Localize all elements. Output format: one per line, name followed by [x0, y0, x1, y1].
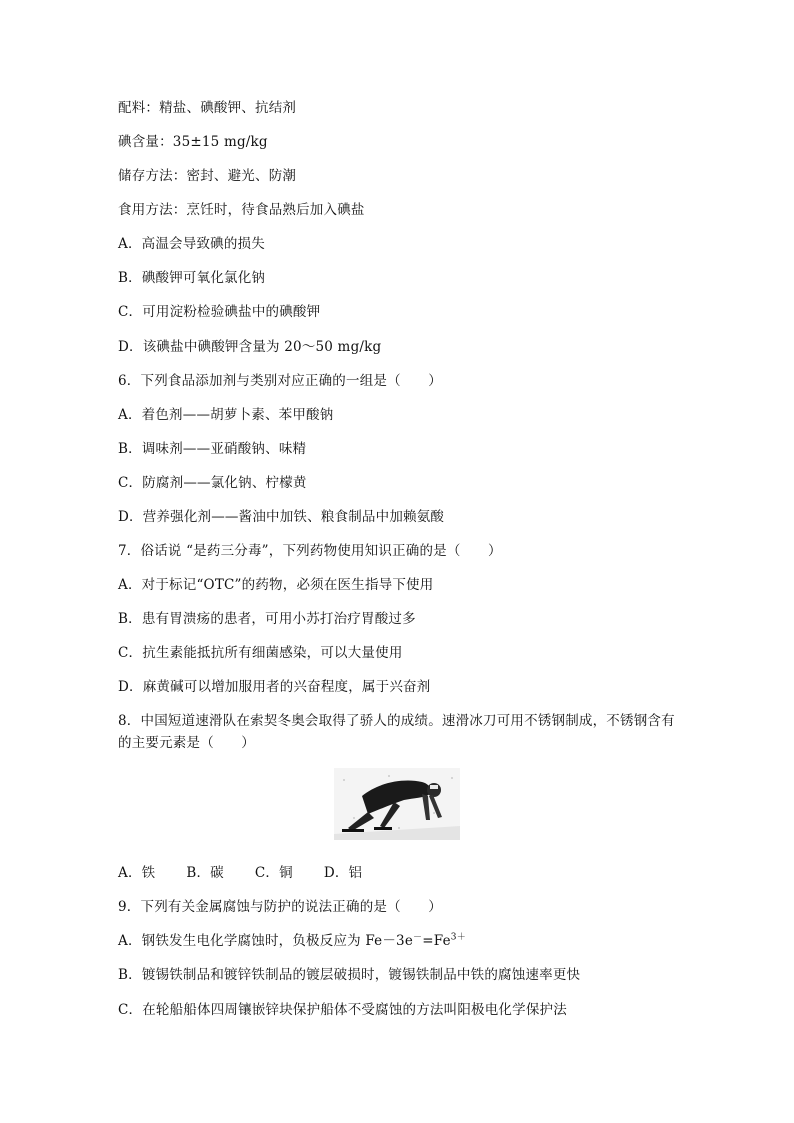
q8-option-c: C．铜: [254, 865, 293, 881]
question-6: 6．下列食品添加剂与类别对应正确的一组是（ ）: [118, 373, 442, 389]
q8-options-row: [118, 864, 362, 882]
question-9: 9．下列有关金属腐蚀与防护的说法正确的是（ ）: [118, 899, 442, 915]
q8-option-b: B．碳: [186, 865, 224, 881]
q8-option-a: A．铁: [118, 865, 156, 881]
superscript-minus: －: [413, 932, 423, 943]
q5-option-c: C．可用淀粉检验碘盐中的碘酸钾: [118, 304, 321, 320]
ingredients-line: 配料：精盐、碘酸钾、抗结剂: [118, 100, 297, 116]
q5-option-b: B．碘酸钾可氧化氯化钠: [118, 270, 266, 286]
superscript-charge: 3＋: [450, 932, 466, 943]
q9-option-c: C．在轮船船体四周镶嵌锌块保护船体不受腐蚀的方法叫阳极电化学保护法: [118, 1002, 567, 1018]
q5-option-d: D．该碘盐中碘酸钾含量为 20～50 mg/kg: [118, 339, 382, 355]
q9-option-a: [118, 932, 466, 950]
q7-option-a: A．对于标记“OTC”的药物，必须在医生指导下使用: [118, 577, 434, 593]
q8-option-d: D．铝: [323, 865, 363, 881]
q7-option-c: C．抗生素能抵抗所有细菌感染，可以大量使用: [118, 645, 403, 661]
q9-option-b: B．镀锡铁制品和镀锌铁制品的镀层破损时，镀锡铁制品中铁的腐蚀速率更快: [118, 967, 581, 983]
q6-option-d: D．营养强化剂——酱油中加铁、粮食制品中加赖氨酸: [118, 509, 445, 525]
storage-line: 储存方法：密封、避光、防潮: [118, 168, 297, 184]
usage-line: 食用方法：烹饪时，待食品熟后加入碘盐: [118, 202, 365, 218]
q5-option-a: A．高温会导致碘的损失: [118, 236, 265, 252]
speed-skater-image: [334, 768, 460, 840]
q9-option-a-text: A．钢铁发生电化学腐蚀时，负极反应为 Fe－3e: [118, 933, 414, 949]
q6-option-a: A．着色剂——胡萝卜素、苯甲酸钠: [118, 407, 334, 423]
q7-option-b: B．患有胃溃疡的患者，可用小苏打治疗胃酸过多: [118, 611, 416, 627]
q7-option-d: D．麻黄碱可以增加服用者的兴奋程度，属于兴奋剂: [118, 679, 431, 695]
iodine-content-line: 碘含量：35±15 mg/kg: [118, 134, 268, 150]
q9-option-a-product: =Fe: [422, 933, 451, 949]
q6-option-c: C．防腐剂——氯化钠、柠檬黄: [118, 475, 307, 491]
q6-option-b: B．调味剂——亚硝酸钠、味精: [118, 441, 307, 457]
question-8: 8．中国短道速滑队在索契冬奥会取得了骄人的成绩。速滑冰刀可用不锈钢制成，不锈钢含有的主要元素是（ ）: [118, 713, 675, 751]
question-7: 7．俗话说 “是药三分毒”，下列药物使用知识正确的是（ ）: [118, 543, 502, 559]
